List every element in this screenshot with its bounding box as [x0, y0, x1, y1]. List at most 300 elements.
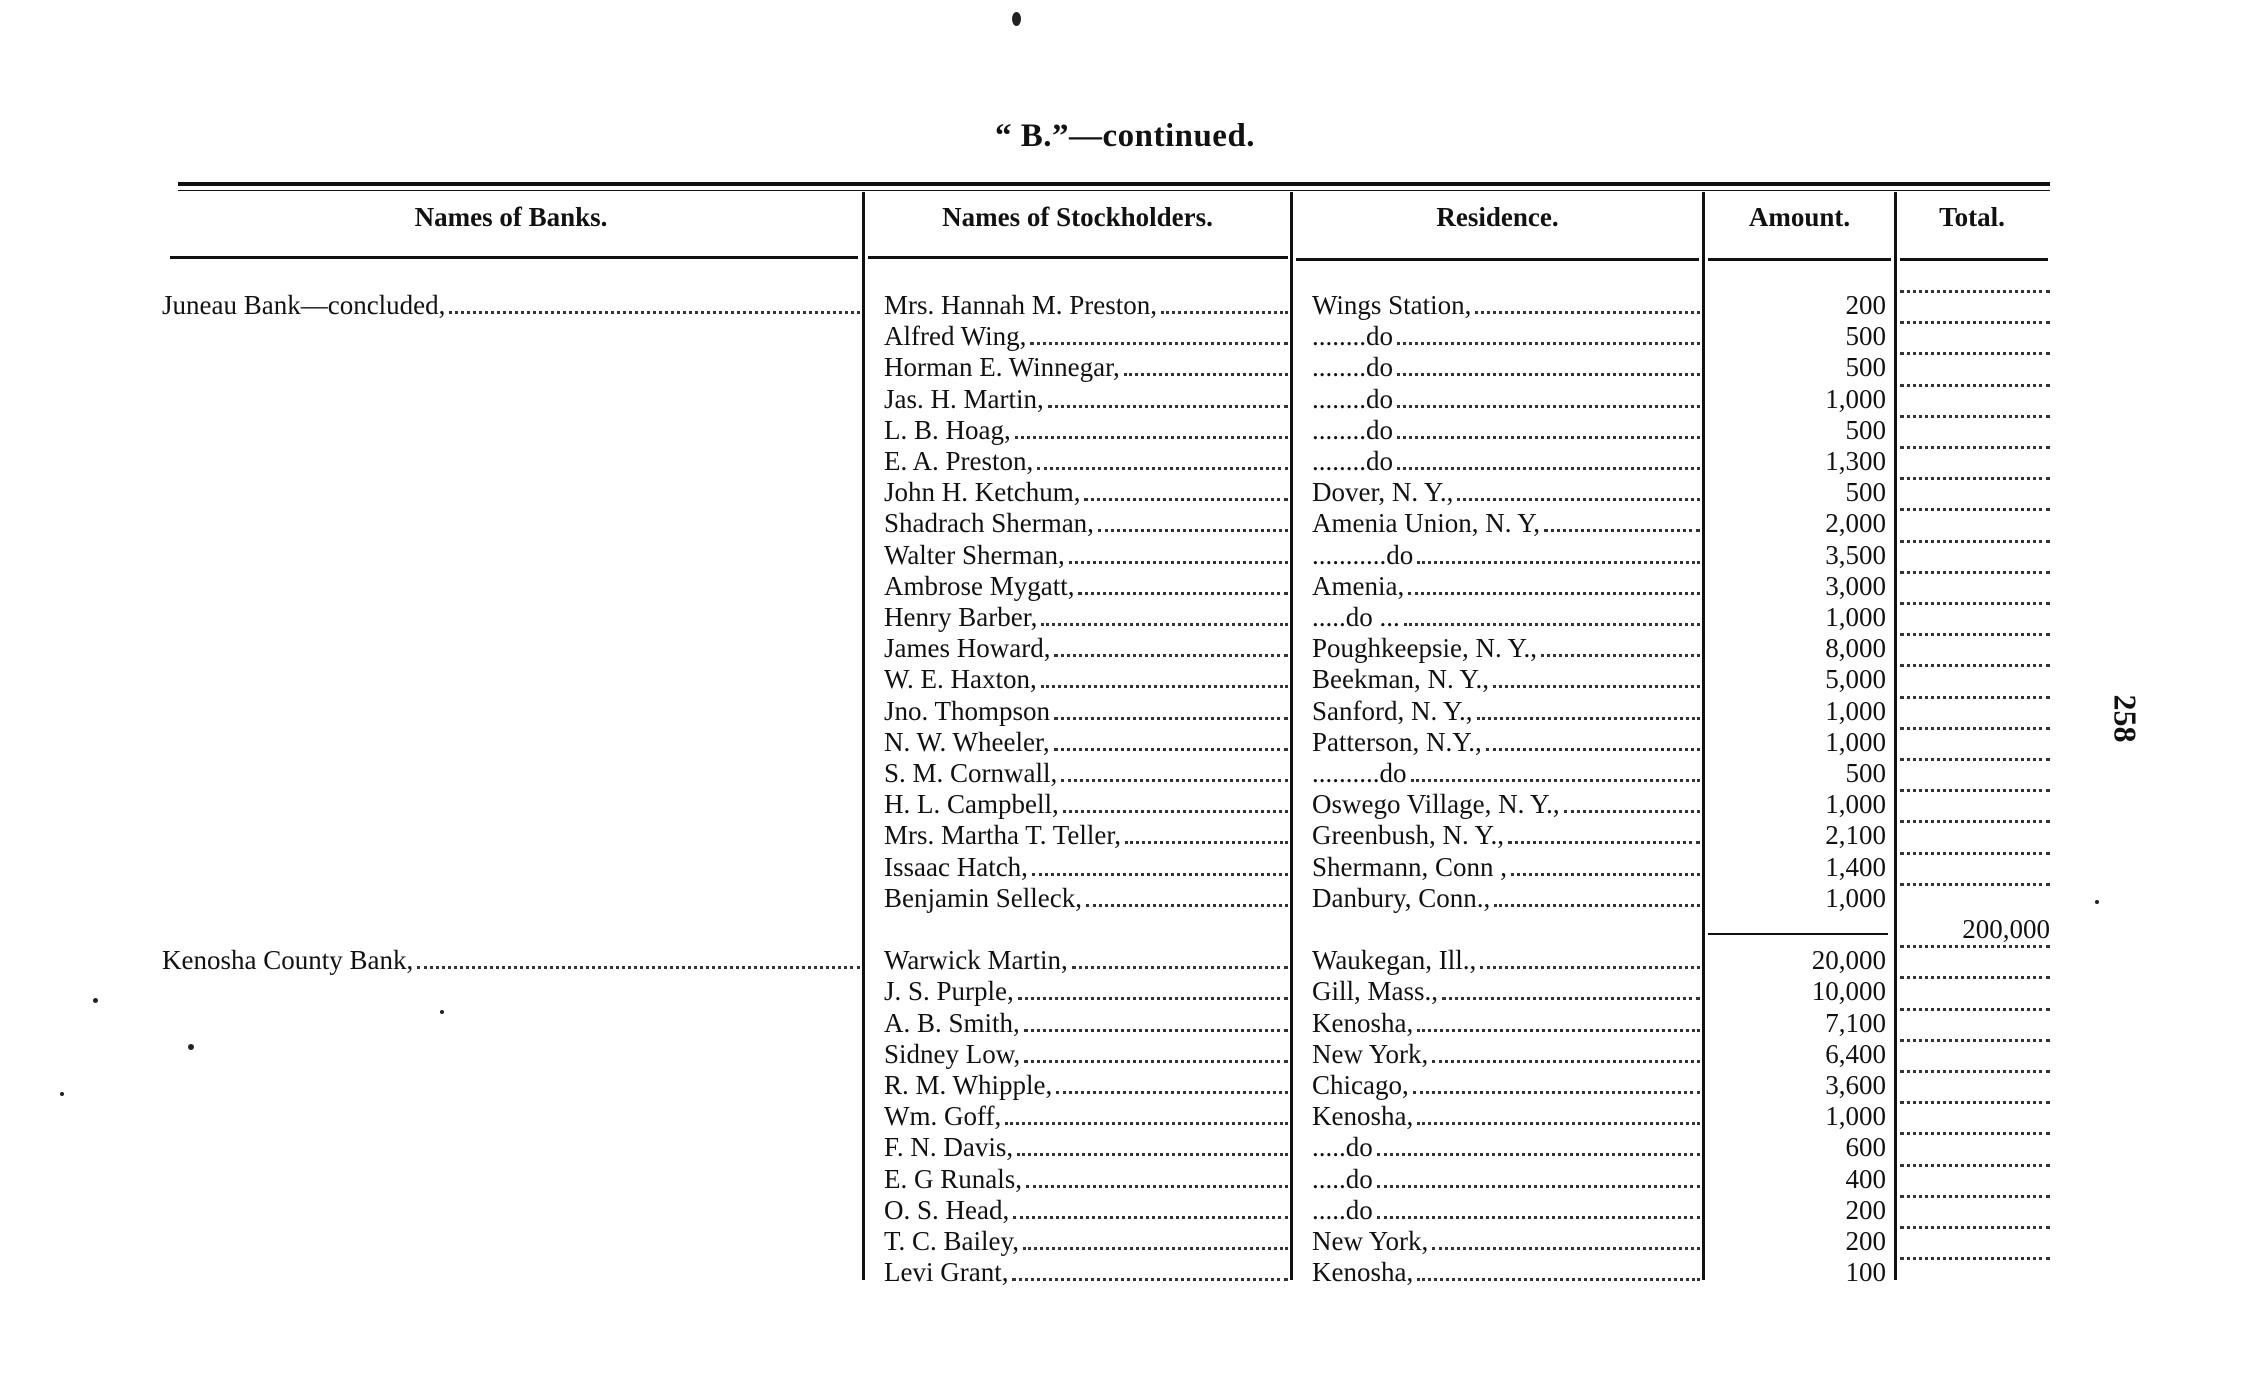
- amount-value: 6,400: [1825, 1038, 1886, 1069]
- header-underline: [1296, 258, 1699, 261]
- amount-value: 400: [1845, 1163, 1886, 1194]
- residence-text: .....do: [1312, 1132, 1373, 1163]
- stockholder-name-text: T. C. Bailey,: [884, 1226, 1019, 1256]
- dot-leader: [1544, 529, 1700, 532]
- dot-leader: [1411, 779, 1701, 782]
- stockholder-name: [884, 446, 1288, 477]
- dot-leader: [1072, 966, 1288, 969]
- table-row: [0, 415, 2250, 446]
- table-row: [0, 914, 2250, 945]
- dot-leader: [1404, 623, 1700, 626]
- stockholder-name: [884, 852, 1288, 883]
- dot-leader: [1061, 779, 1288, 782]
- residence-text: New York,: [1312, 1226, 1429, 1256]
- stockholder-name: [884, 1101, 1288, 1132]
- dot-leader: [1432, 1060, 1700, 1063]
- dot-leader: [1023, 1247, 1288, 1250]
- amount-value: 1,400: [1825, 851, 1886, 882]
- dot-leader: [1032, 873, 1288, 876]
- residence: [1312, 1226, 1700, 1257]
- dot-leader: [1900, 508, 2050, 511]
- table-row: [0, 384, 2250, 415]
- amount-value: 500: [1845, 321, 1886, 352]
- table-row: [0, 1132, 2250, 1163]
- dot-leader: [1900, 602, 2050, 605]
- residence: [1312, 758, 1700, 789]
- amount-value: 1,000: [1825, 726, 1886, 757]
- header-underline: [868, 256, 1288, 259]
- amount-value: 100: [1845, 1257, 1886, 1288]
- residence: [1312, 1257, 1700, 1288]
- table-row: [0, 1164, 2250, 1195]
- stockholder-name-text: Warwick Martin,: [884, 945, 1068, 976]
- dot-leader: [1054, 654, 1288, 657]
- stockholder-name-text: Wm. Goff,: [884, 1101, 1002, 1132]
- total-blank: [1900, 571, 2050, 602]
- stockholder-name: [884, 976, 1288, 1007]
- dot-leader: [1900, 290, 2050, 293]
- dot-leader: [1377, 1153, 1700, 1156]
- residence: [1312, 540, 1700, 571]
- dot-leader: [1900, 477, 2050, 480]
- amount-value: 500: [1845, 352, 1886, 383]
- table-row: [0, 1070, 2250, 1101]
- dot-leader: [1084, 498, 1288, 501]
- total-blank: [1900, 1101, 2050, 1132]
- table-row: [0, 696, 2250, 727]
- dot-leader: [1098, 529, 1288, 532]
- total-blank: [1900, 1132, 2050, 1163]
- total-blank: [1900, 477, 2050, 508]
- amount-value: 8,000: [1825, 633, 1886, 664]
- dot-leader: [1054, 717, 1288, 720]
- dot-leader: [1024, 1029, 1288, 1032]
- residence: [1312, 1039, 1700, 1070]
- stockholder-name-text: Horman E. Winnegar,: [884, 352, 1120, 383]
- residence-text: Kenosha,: [1312, 1257, 1414, 1288]
- header-underline: [1900, 258, 2048, 261]
- dot-leader: [1069, 561, 1288, 564]
- dot-leader: [1397, 436, 1700, 439]
- bank-name-text: Juneau Bank—concluded,: [162, 290, 446, 320]
- dot-leader: [1041, 685, 1288, 688]
- amount-value: 1,000: [1825, 602, 1886, 632]
- amount-value: 1,000: [1825, 1101, 1886, 1132]
- bank-name: [162, 945, 860, 976]
- dot-leader: [1486, 748, 1700, 751]
- dot-leader: [1508, 841, 1700, 844]
- stockholder-name: [884, 727, 1288, 758]
- amount-value: 1,000: [1825, 882, 1886, 913]
- dot-leader: [1900, 758, 2050, 761]
- residence-text: Wings Station,: [1312, 290, 1472, 320]
- dot-leader: [1900, 1226, 2050, 1229]
- dot-leader: [1457, 498, 1700, 501]
- stockholder-name-text: Mrs. Hannah M. Preston,: [884, 290, 1157, 320]
- stockholder-name: [884, 290, 1288, 321]
- total-blank: [1900, 664, 2050, 695]
- dot-leader: [1018, 997, 1288, 1000]
- dot-leader: [417, 966, 860, 969]
- total-blank: [1900, 321, 2050, 352]
- dot-leader: [1417, 561, 1700, 564]
- stockholder-name: [884, 321, 1288, 352]
- dot-leader: [1900, 540, 2050, 543]
- header-stockholder: Names of Stockholders.: [942, 202, 1213, 232]
- dot-leader: [1056, 1091, 1288, 1094]
- stockholder-name: [884, 1070, 1288, 1101]
- dot-leader: [1900, 976, 2050, 979]
- dot-leader: [1005, 1122, 1288, 1125]
- total-blank: [1900, 1039, 2050, 1070]
- stockholder-name: [884, 477, 1288, 508]
- residence-text: Kenosha,: [1312, 1007, 1414, 1038]
- stockholder-name: [884, 1039, 1288, 1070]
- residence: [1312, 571, 1700, 602]
- dot-leader: [1900, 633, 2050, 636]
- stockholder-name-text: Mrs. Martha T. Teller,: [884, 820, 1121, 851]
- total-blank: [1900, 384, 2050, 415]
- table-row: [0, 883, 2250, 914]
- dot-leader: [1900, 664, 2050, 667]
- stockholder-name-text: Sidney Low,: [884, 1038, 1021, 1069]
- residence: [1312, 820, 1700, 851]
- dot-leader: [1493, 685, 1700, 688]
- total-blank: [1900, 540, 2050, 571]
- total-blank: [1900, 415, 2050, 446]
- table-row: [0, 1195, 2250, 1226]
- ink-speck: [188, 1044, 194, 1050]
- header-underline: [170, 256, 858, 259]
- amount-value: 1,000: [1825, 383, 1886, 414]
- residence-text: Patterson, N.Y.,: [1312, 726, 1482, 757]
- dot-leader: [1015, 436, 1288, 439]
- dot-leader: [1086, 904, 1288, 907]
- residence-text: ........do: [1312, 446, 1393, 476]
- stockholder-name-text: N. W. Wheeler,: [884, 726, 1050, 757]
- table-row: [0, 446, 2250, 477]
- table-row: [0, 664, 2250, 695]
- residence: [1312, 1008, 1700, 1039]
- residence: [1312, 602, 1700, 633]
- stockholder-name-text: Ambrose Mygatt,: [884, 570, 1075, 601]
- table-row: [0, 290, 2250, 321]
- stockholder-name-text: Walter Sherman,: [884, 539, 1065, 570]
- amount-value: 2,100: [1825, 820, 1886, 851]
- page-title: “ B.”—continued.: [994, 118, 1256, 154]
- residence: [1312, 446, 1700, 477]
- page-number: 258: [2107, 694, 2144, 743]
- dot-leader: [1480, 966, 1700, 969]
- dot-leader: [1377, 1185, 1700, 1188]
- stockholder-name-text: Issaac Hatch,: [884, 851, 1028, 882]
- stockholder-name: [884, 1132, 1288, 1163]
- dot-leader: [1477, 717, 1701, 720]
- amount-value: 3,000: [1825, 570, 1886, 601]
- stockholder-name-text: Jas. H. Martin,: [884, 383, 1044, 414]
- dot-leader: [1900, 883, 2050, 886]
- residence: [1312, 1101, 1700, 1132]
- table-row: [0, 1008, 2250, 1039]
- dot-leader: [1442, 997, 1700, 1000]
- table-row: [0, 1257, 2250, 1288]
- residence: [1312, 945, 1700, 976]
- residence-text: Sanford, N. Y.,: [1312, 695, 1473, 726]
- residence: [1312, 633, 1700, 664]
- dot-leader: [1475, 311, 1700, 314]
- dot-leader: [1541, 654, 1700, 657]
- residence-text: Poughkeepsie, N. Y.,: [1312, 633, 1537, 664]
- residence-text: Shermann, Conn ,: [1312, 851, 1507, 882]
- amount-value: 200: [1845, 1194, 1886, 1225]
- stockholder-name: [884, 633, 1288, 664]
- table-row: [0, 945, 2250, 976]
- total-blank: [1900, 1257, 2050, 1288]
- dot-leader: [1161, 311, 1288, 314]
- total-blank: [1900, 758, 2050, 789]
- stockholder-name-text: H. L. Campbell,: [884, 789, 1059, 820]
- total-blank: [1900, 1164, 2050, 1195]
- dot-leader: [1017, 1153, 1288, 1156]
- residence-text: Beekman, N. Y.,: [1312, 664, 1489, 695]
- stockholder-name-text: O. S. Head,: [884, 1194, 1010, 1225]
- total-blank: [1900, 883, 2050, 914]
- stockholder-name-text: E. A. Preston,: [884, 446, 1034, 476]
- residence-text: Greenbush, N. Y.,: [1312, 820, 1504, 851]
- table-row: [0, 633, 2250, 664]
- stockholder-name: [884, 945, 1288, 976]
- stockholder-name: [884, 1008, 1288, 1039]
- total-blank: [1900, 1070, 2050, 1101]
- bank-name: [162, 290, 860, 321]
- dot-leader: [1012, 1278, 1288, 1281]
- ink-speck: [2095, 900, 2099, 904]
- dot-leader: [1377, 1216, 1700, 1219]
- residence-text: Oswego Village, N. Y.,: [1312, 789, 1560, 820]
- amount-value: 500: [1845, 414, 1886, 445]
- header-total: Total.: [1939, 202, 2005, 232]
- stockholder-name: [884, 540, 1288, 571]
- dot-leader: [1900, 1039, 2050, 1042]
- ink-speck: [93, 998, 98, 1003]
- dot-leader: [1900, 446, 2050, 449]
- dot-leader: [1397, 467, 1700, 470]
- dot-leader: [1494, 904, 1700, 907]
- residence-text: Waukegan, Ill.,: [1312, 945, 1477, 976]
- residence: [1312, 1195, 1700, 1226]
- stockholder-name: [884, 883, 1288, 914]
- residence: [1312, 727, 1700, 758]
- residence-text: .....do: [1312, 1194, 1373, 1225]
- total-blank: [1900, 789, 2050, 820]
- stockholder-name-text: L. B. Hoag,: [884, 414, 1011, 445]
- dot-leader: [1037, 467, 1288, 470]
- residence-text: Amenia Union, N. Y,: [1312, 508, 1540, 539]
- dot-leader: [1900, 820, 2050, 823]
- table-row: [0, 1101, 2250, 1132]
- residence: [1312, 415, 1700, 446]
- total-blank: [1900, 945, 2050, 976]
- dot-leader: [1900, 1070, 2050, 1073]
- table-row: [0, 727, 2250, 758]
- top-rule: [178, 182, 2050, 186]
- residence: [1312, 290, 1700, 321]
- residence-text: .....do: [1312, 1163, 1373, 1194]
- dot-leader: [1900, 352, 2050, 355]
- dot-leader: [1013, 1216, 1288, 1219]
- amount-value: 1,000: [1825, 789, 1886, 820]
- table-row: [0, 321, 2250, 352]
- dot-leader: [1900, 727, 2050, 730]
- amount-value: 3,500: [1825, 539, 1886, 570]
- residence: [1312, 664, 1700, 695]
- stockholder-name-text: A. B. Smith,: [884, 1007, 1020, 1038]
- dot-leader: [1432, 1247, 1700, 1250]
- table-row: [0, 602, 2250, 633]
- dot-leader: [1048, 405, 1288, 408]
- residence-text: Dover, N. Y.,: [1312, 477, 1454, 508]
- amount-value: 2,000: [1825, 508, 1886, 539]
- residence: [1312, 883, 1700, 914]
- residence: [1312, 321, 1700, 352]
- dot-leader: [1063, 810, 1288, 813]
- stockholder-name-text: Benjamin Selleck,: [884, 882, 1082, 913]
- dot-leader: [1900, 1164, 2050, 1167]
- header-residence: Residence.: [1436, 202, 1559, 232]
- table-row: [0, 540, 2250, 571]
- ink-speck: [1012, 12, 1021, 26]
- table-row: [0, 508, 2250, 539]
- residence-text: Danbury, Conn.,: [1312, 882, 1491, 913]
- top-rule-thin: [178, 190, 2050, 191]
- residence: [1312, 508, 1700, 539]
- dot-leader: [1900, 321, 2050, 324]
- amount-value: 5,000: [1825, 664, 1886, 695]
- table-row: [0, 1039, 2250, 1070]
- total-blank: [1900, 1008, 2050, 1039]
- table-row: [0, 1226, 2250, 1257]
- amount-value: 1,000: [1825, 695, 1886, 726]
- dot-leader: [1900, 1008, 2050, 1011]
- stockholder-name: [884, 384, 1288, 415]
- amount-value: 200: [1845, 1226, 1886, 1256]
- dot-leader: [1900, 415, 2050, 418]
- stockholder-name-text: Shadrach Sherman,: [884, 508, 1094, 539]
- header-amount: Amount.: [1748, 202, 1851, 232]
- dot-leader: [1026, 1185, 1288, 1188]
- dot-leader: [1417, 1122, 1700, 1125]
- table-row: [0, 477, 2250, 508]
- stockholder-name: [884, 415, 1288, 446]
- table-row: [0, 789, 2250, 820]
- stockholder-name-text: Henry Barber,: [884, 602, 1038, 632]
- residence: [1312, 384, 1700, 415]
- residence: [1312, 1164, 1700, 1195]
- amount-value: 3,600: [1825, 1070, 1886, 1100]
- dot-leader: [1900, 1257, 2050, 1260]
- residence-text: Chicago,: [1312, 1070, 1409, 1100]
- amount-value: 10,000: [1811, 976, 1886, 1007]
- total-blank: [1900, 602, 2050, 633]
- dot-leader: [1417, 1278, 1700, 1281]
- dot-leader: [1030, 342, 1288, 345]
- stockholder-name-text: F. N. Davis,: [884, 1132, 1014, 1163]
- dot-leader: [1511, 873, 1700, 876]
- total-value: 200,000: [1962, 914, 2050, 944]
- residence-text: ........do: [1312, 383, 1393, 414]
- stockholder-name-text: J. S. Purple,: [884, 976, 1014, 1007]
- residence: [1312, 789, 1700, 820]
- stockholder-name-text: Alfred Wing,: [884, 321, 1027, 352]
- dot-leader: [1900, 945, 2050, 948]
- stockholder-name-text: W. E. Haxton,: [884, 664, 1037, 695]
- header-underline: [1708, 258, 1891, 261]
- dot-leader: [1900, 1195, 2050, 1198]
- residence-text: ...........do: [1312, 539, 1414, 570]
- dot-leader: [1900, 384, 2050, 387]
- amount-value: 500: [1845, 477, 1886, 508]
- residence-text: New York,: [1312, 1038, 1429, 1069]
- table-row: [0, 852, 2250, 883]
- dot-leader: [1408, 592, 1700, 595]
- total-blank: [1900, 446, 2050, 477]
- dot-leader: [1397, 373, 1700, 376]
- stockholder-name: [884, 696, 1288, 727]
- bank-name-text: Kenosha County Bank,: [162, 945, 414, 976]
- amount-value: 500: [1845, 758, 1886, 788]
- dot-leader: [1900, 852, 2050, 855]
- total-blank: [1900, 633, 2050, 664]
- dot-leader: [1413, 1091, 1700, 1094]
- amount-value: 600: [1845, 1132, 1886, 1163]
- dot-leader: [1900, 1101, 2050, 1104]
- dot-leader: [1078, 592, 1288, 595]
- dot-leader: [1900, 789, 2050, 792]
- amount-value: 200: [1845, 290, 1886, 320]
- stockholder-name: [884, 602, 1288, 633]
- residence-text: ........do: [1312, 352, 1393, 383]
- total-blank: [1900, 290, 2050, 321]
- residence: [1312, 352, 1700, 383]
- amount-value: 7,100: [1825, 1007, 1886, 1038]
- residence-text: Amenia,: [1312, 570, 1405, 601]
- table-row: [0, 976, 2250, 1007]
- dot-leader: [1024, 1060, 1288, 1063]
- residence-text: .....do ...: [1312, 602, 1400, 632]
- dot-leader: [1900, 571, 2050, 574]
- stockholder-name-text: John H. Ketchum,: [884, 477, 1081, 508]
- table-row: [0, 820, 2250, 851]
- residence: [1312, 852, 1700, 883]
- table-row: [0, 758, 2250, 789]
- dot-leader: [1900, 1132, 2050, 1135]
- residence: [1312, 1132, 1700, 1163]
- stockholder-name-text: James Howard,: [884, 633, 1051, 664]
- total-blank: [1900, 820, 2050, 851]
- residence-text: ........do: [1312, 321, 1393, 352]
- total-blank: [1900, 976, 2050, 1007]
- stockholder-name: [884, 789, 1288, 820]
- total-blank: [1900, 696, 2050, 727]
- header-bank: Names of Banks.: [414, 202, 608, 232]
- residence-text: Kenosha,: [1312, 1101, 1414, 1132]
- stockholder-name-text: Levi Grant,: [884, 1257, 1009, 1288]
- amount-value: 20,000: [1811, 945, 1886, 976]
- residence: [1312, 696, 1700, 727]
- stockholder-name: [884, 1257, 1288, 1288]
- stockholder-name: [884, 508, 1288, 539]
- stockholder-name: [884, 1226, 1288, 1257]
